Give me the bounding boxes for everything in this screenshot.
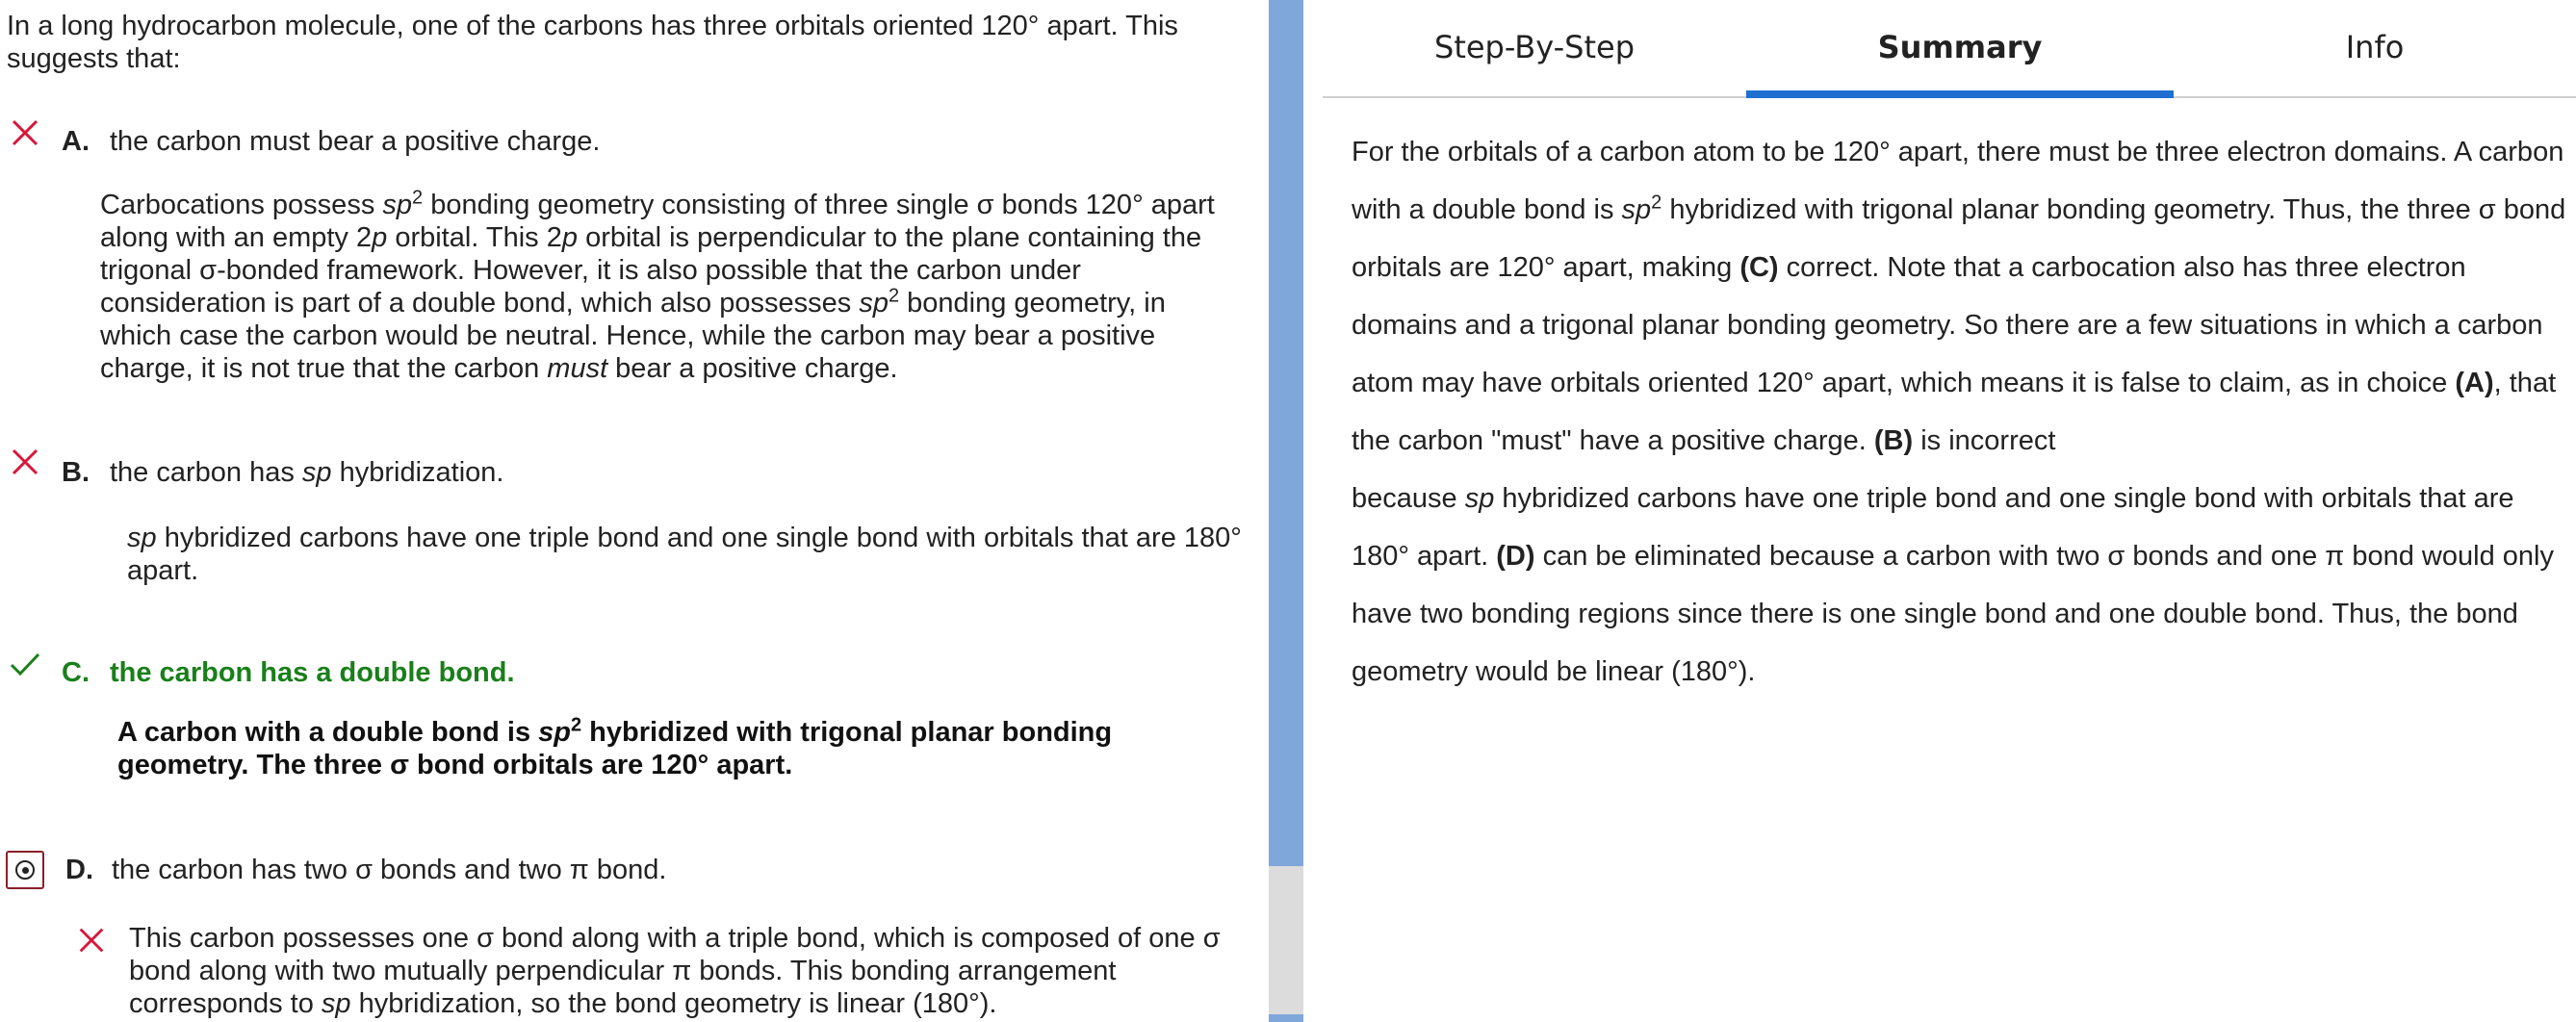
x-icon <box>8 445 42 479</box>
x-icon <box>75 924 108 957</box>
choice-letter: A. <box>62 126 90 157</box>
summary-text <box>1352 123 2566 701</box>
choice-c-explanation: A carbon with a double bond is $sp^2$ hybridized with trigonal planar bonding geometry. The three σ bond orbitals are 120° apart. <box>117 714 1113 780</box>
choice-text: the carbon must bear a positive charge. <box>110 126 601 157</box>
choice-letter: B. <box>62 457 90 488</box>
scrollbar-thumb-lower <box>1269 1014 1303 1022</box>
choice-text: the carbon has sp hybridization. <box>110 457 504 488</box>
tab-step-by-step[interactable]: Step-By-Step <box>1434 29 1635 65</box>
radio-selected-icon[interactable] <box>6 851 44 889</box>
tab-summary-label: Summary <box>1877 29 2043 65</box>
tab-bar <box>1323 0 2576 98</box>
choice-letter: D. <box>65 855 93 885</box>
choice-d-explanation: This carbon possesses one σ bond along with a triple bond, which is composed of one σ bond along with two mutually perpendicular π bonds. This bonding arrangement corresponds to sp hybridization, so the bond geometry is linear (180°). <box>129 923 1221 1019</box>
choice-b-explanation: sp hybridized carbons have one triple bond and one single bond with orbitals that are 180° apart. <box>127 523 1242 586</box>
tab-summary[interactable] <box>1746 0 2174 96</box>
summary-paragraph: because sp hybridized carbons have one triple bond and one single bond with orbitals that are 180° apart. (D) can be eliminated because a carbon with two σ bonds and one π bond would only have two bonding regions since there is one single bond and one double bond. Thus, the bond geometry would be linear (180°). <box>1352 483 2554 687</box>
summary-paragraph: For the orbitals of a carbon atom to be 120° apart, there must be three electron domains. A carbon with a double bond is $sp^2$ hybridized with trigonal planar bonding geometry. Thus, the three σ bond orbitals are 120° apart, making (C) correct. Note that a carbocation also has three electron domains and a trigonal planar bonding geometry. So there are a few situations in which a carbon atom may have orbitals oriented 120° apart, which means it is false to claim, as in choice (A), that the carbon "must" have a positive charge. (B) is incorrect <box>1352 137 2566 456</box>
x-icon <box>8 115 42 150</box>
checkmark-icon <box>8 647 42 681</box>
choice-text: the carbon has a double bond. <box>110 657 515 688</box>
question-text: In a long hydrocarbon molecule, one of the carbons has three orbitals oriented 120° apart. This suggests that: <box>7 11 1178 74</box>
choice-text: the carbon has two σ bonds and two π bond. <box>112 855 667 885</box>
tab-info[interactable]: Info <box>2345 29 2405 65</box>
answer-panel <box>0 0 1269 1022</box>
explanation-panel <box>1303 0 2576 1022</box>
choice-a-explanation: Carbocations possess $sp^2$ bonding geometry consisting of three single σ bonds 120° apart along with an empty 2p orbital. This 2p orbital is perpendicular to the plane containing the trigonal σ-bonded framework. However, it is also possible that the carbon under consideration is part of a double bond, which also possesses $sp^2$ bonding geometry, in which case the carbon would be neutral. Hence, while the carbon may bear a positive charge, it is not true that the carbon must bear a positive charge. <box>100 187 1215 384</box>
scrollbar-thumb[interactable] <box>1269 0 1303 866</box>
panel-scrollbar[interactable] <box>1269 0 1303 1022</box>
active-tab-indicator <box>1746 90 2174 98</box>
choice-letter: C. <box>62 657 90 688</box>
